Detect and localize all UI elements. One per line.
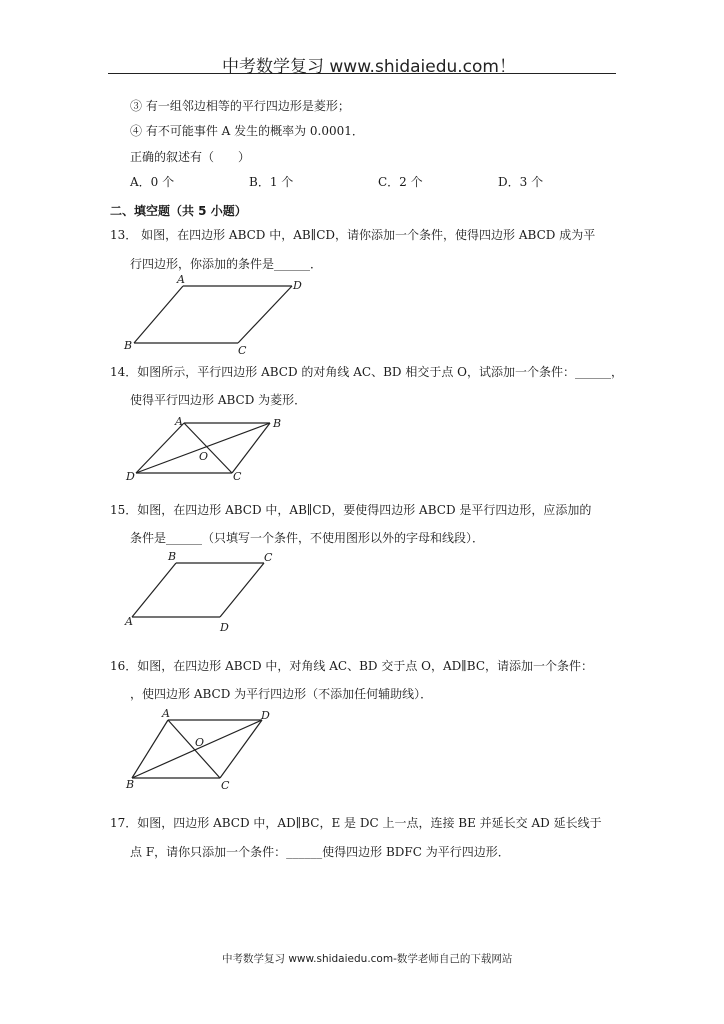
q16-diagonal-bd: [132, 720, 262, 778]
option-4: ④ 有不可能事件 A 发生的概率为 0.0001．: [130, 124, 364, 138]
q16-label-d: D: [261, 709, 270, 722]
q16-label-a: A: [162, 707, 170, 720]
q13-label-a: A: [177, 273, 185, 286]
q15-side-ab: [132, 563, 176, 617]
header-rule: [108, 73, 616, 74]
q14-label-a: A: [175, 415, 183, 428]
choice-c: C．2 个: [378, 175, 423, 189]
choice-d: D．3 个: [498, 175, 544, 189]
q16-figure: [124, 708, 284, 792]
choice-b: B．1 个: [249, 175, 294, 189]
q16-side-dc: [220, 720, 262, 778]
q13-label-c: C: [238, 344, 247, 357]
q15-label-a: A: [125, 615, 133, 628]
q17-line1: 17．如图，四边形 ABCD 中，AD∥BC，E 是 DC 上一点，连接 BE 并延长交 AD 延长线于: [110, 816, 602, 830]
page-footer: 中考数学复习 www.shidaiedu.com-数学老师自己的下载网站: [222, 953, 513, 965]
q16-line1: 16．如图，在四边形 ABCD 中，对角线 AC、BD 交于点 O，AD∥BC，请添加一个条件：: [110, 659, 594, 673]
q14-label-o: O: [199, 450, 209, 463]
q16-label-c: C: [221, 779, 230, 792]
q14-label-c: C: [233, 470, 242, 483]
option-3: ③ 有一组邻边相等的平行四边形是菱形；: [130, 99, 350, 113]
choice-a: A．0 个: [130, 175, 175, 189]
q13-side-dc: [238, 286, 292, 343]
q13-line1: 13． 如图，在四边形 ABCD 中，AB∥CD，请你添加一个条件，使得四边形 ABCD 成为平: [110, 228, 596, 242]
q13-label-b: B: [124, 339, 133, 352]
q15-figure: [122, 549, 282, 637]
page-header-title: 中考数学复习 www.shidaiedu.com！: [222, 57, 516, 77]
q13-side-ba: [134, 286, 183, 343]
q15-line1: 15．如图，在四边形 ABCD 中，AB∥CD，要使得四边形 ABCD 是平行四边形，应添加的: [110, 503, 592, 517]
q14-figure: [122, 413, 292, 485]
q16-line2: ，使四边形 ABCD 为平行四边形（不添加任何辅助线）．: [130, 687, 433, 701]
q15-label-b: B: [168, 550, 177, 563]
q15-label-d: D: [220, 621, 229, 634]
q17-line2: 点 F，请你只添加一个条件：______使得四边形 BDFC 为平行四边形．: [130, 845, 510, 859]
q14-diagonal-ac: [184, 423, 232, 473]
question-prompt: 正确的叙述有（ ）: [130, 150, 251, 164]
q16-label-b: B: [126, 778, 135, 791]
q14-diagonal-bd: [136, 423, 270, 473]
q15-label-c: C: [264, 551, 273, 564]
q15-line2: 条件是______（只填写一个条件，不使用图形以外的字母和线段）．: [130, 531, 485, 545]
q14-label-b: B: [273, 417, 282, 430]
q14-line2: 使得平行四边形 ABCD 为菱形．: [130, 393, 307, 407]
q13-line2: 行四边形，你添加的条件是______．: [130, 257, 323, 271]
q15-side-cd: [220, 563, 264, 617]
q16-diagonal-ac: [168, 720, 220, 778]
q14-line1: 14．如图所示，平行四边形 ABCD 的对角线 AC、BD 相交于点 O，试添加一个条件：______，: [110, 365, 623, 379]
q13-label-d: D: [293, 279, 302, 292]
q14-side-da: [136, 423, 184, 473]
q13-figure: [120, 275, 320, 357]
section-title: 二、填空题（共 5 小题）: [110, 204, 247, 218]
q16-label-o: O: [195, 736, 205, 749]
q16-side-ba: [132, 720, 168, 778]
q14-label-d: D: [126, 470, 135, 483]
